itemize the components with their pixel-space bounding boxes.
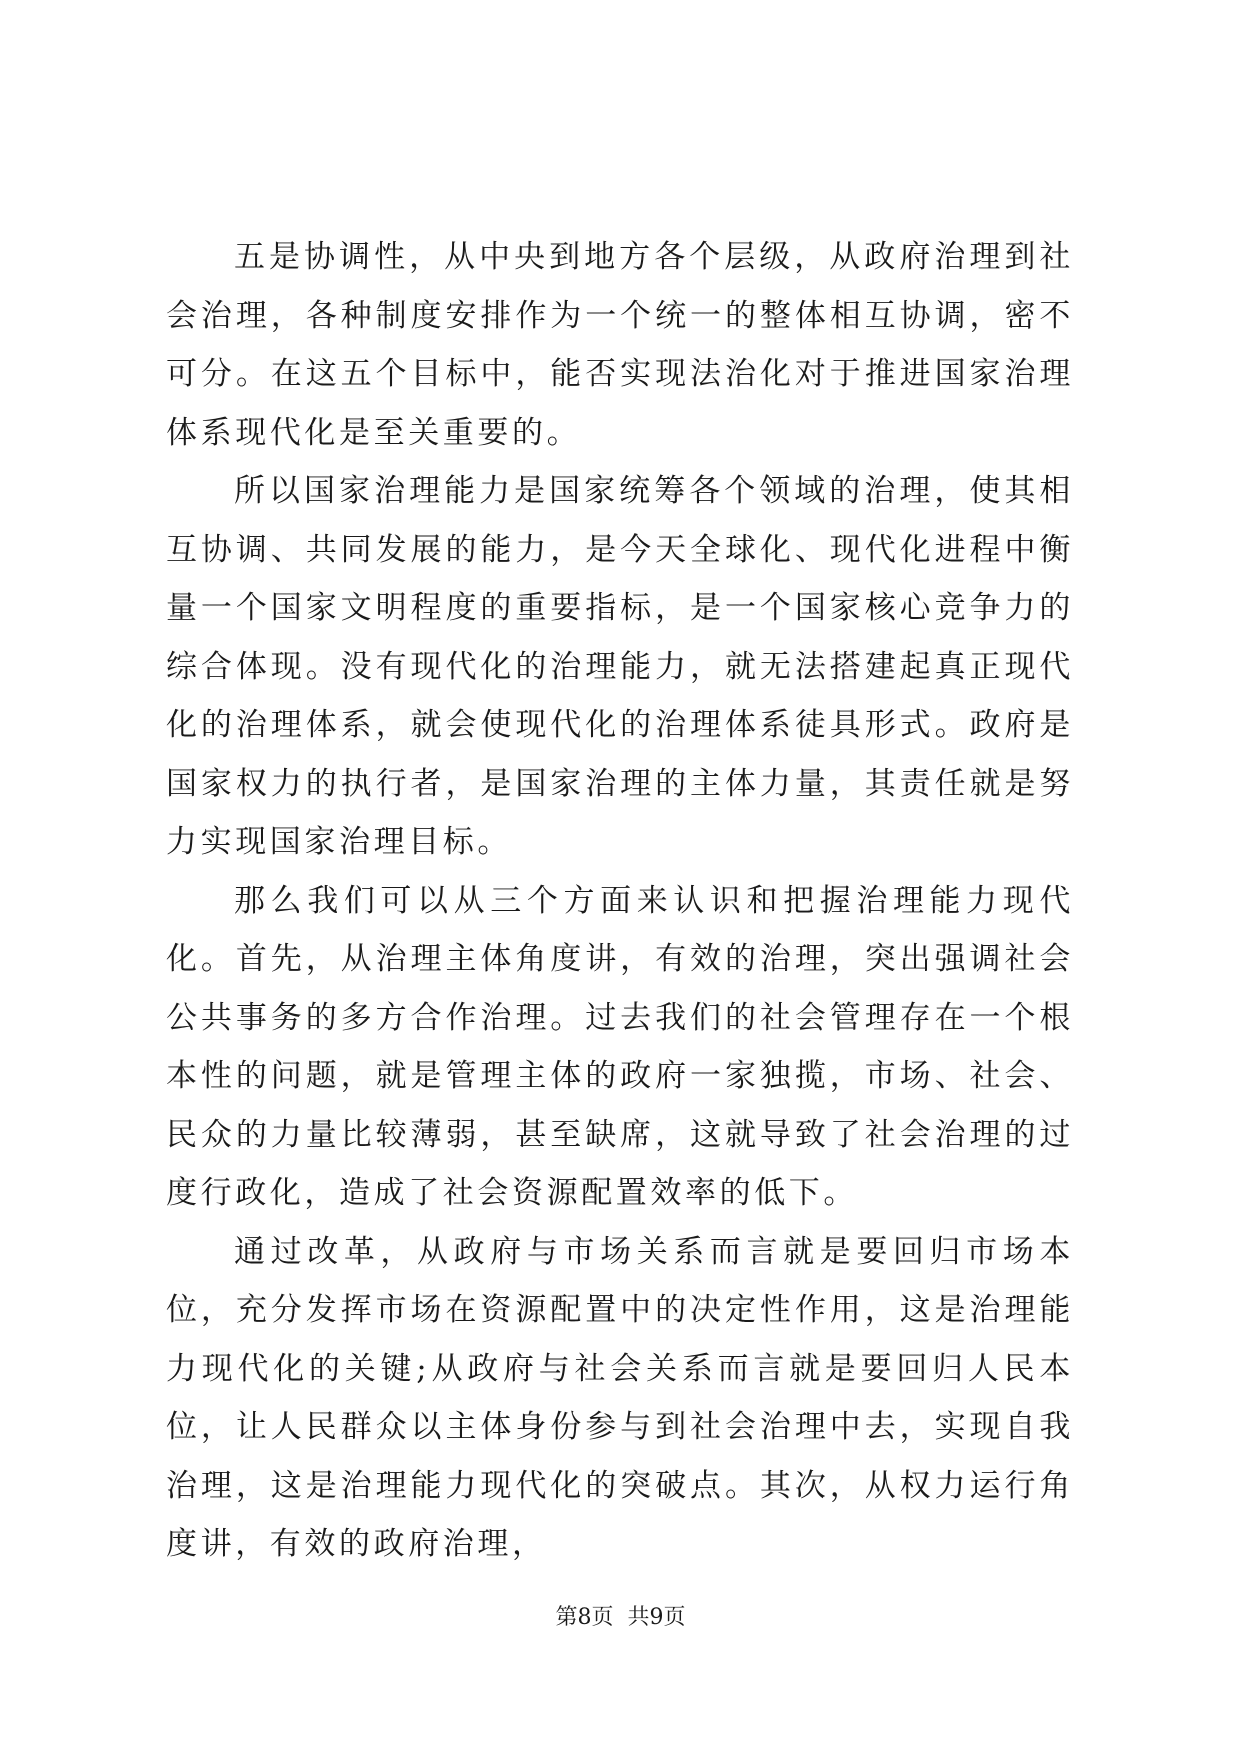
paragraph: 那么我们可以从三个方面来认识和把握治理能力现代化。首先，从治理主体角度讲，有效的治理，突出强调社会公共事务的多方合作治理。过去我们的社会管理存在一个根本性的问题，就是管理主体的政府一家独揽，市场、社会、民众的力量比较薄弱，甚至缺席，这就导致了社会治理的过度行政化，造成了社会资源配置效率的低下。 — [166, 882, 1074, 1211]
page-footer — [0, 1603, 1241, 1633]
page-number-current: 第8页 — [555, 1605, 614, 1630]
paragraph: 五是协调性，从中央到地方各个层级，从政府治理到社会治理，各种制度安排作为一个统一的整体相互协调，密不可分。在这五个目标中，能否实现法治化对于推进国家治理体系现代化是至关重要的。 — [166, 239, 1074, 451]
paragraph: 通过改革，从政府与市场关系而言就是要回归市场本位，充分发挥市场在资源配置中的决定性作用，这是治理能力现代化的关键;从政府与社会关系而言就是要回归人民本位，让人民群众以主体身份参与到社会治理中去，实现自我治理，这是治理能力现代化的突破点。其次，从权力运行角度讲，有效的政府治理， — [166, 1233, 1074, 1562]
paragraph: 所以国家治理能力是国家统筹各个领域的治理，使其相互协调、共同发展的能力，是今天全球化、现代化进程中衡量一个国家文明程度的重要指标，是一个国家核心竞争力的综合体现。没有现代化的治理能力，就无法搭建起真正现代化的治理体系，就会使现代化的治理体系徒具形式。政府是国家权力的执行者，是国家治理的主体力量，其责任就是努力实现国家治理目标。 — [166, 473, 1074, 860]
page-number-total: 共9页 — [627, 1605, 686, 1630]
document-body — [166, 228, 1074, 1574]
